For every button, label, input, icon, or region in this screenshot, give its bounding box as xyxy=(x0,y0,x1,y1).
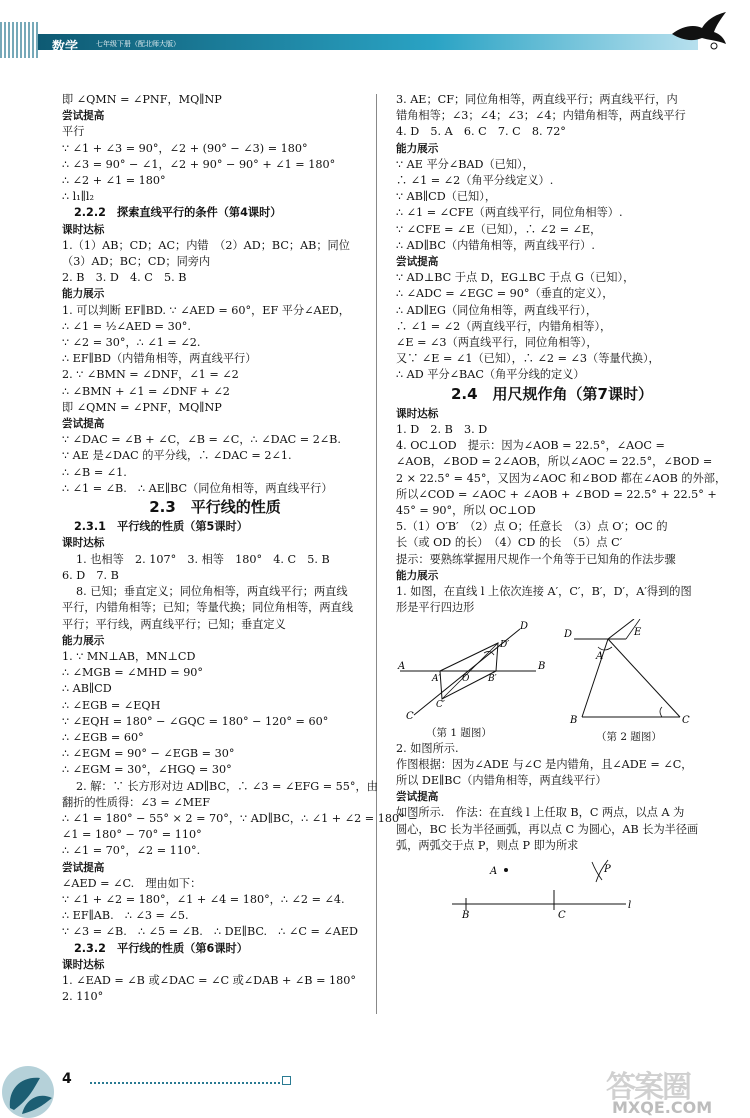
left-subsection-heading: 2.3.1 平行线的性质（第5课时） xyxy=(74,520,248,534)
right-text-line: 所以∠COD = ∠AOC + ∠AOB + ∠BOD = 22.5° + 22.5° + xyxy=(396,487,717,501)
left-text-line: ∵ ∠1 + ∠3 = 90°，∠2 + (90° − ∠3) = 180° xyxy=(62,141,308,155)
left-text-line: ∴ ∠EGB = 60° xyxy=(62,730,144,744)
right-text-line: 形是平行四边形 xyxy=(396,601,475,615)
left-section-label: 课时达标 xyxy=(62,958,105,971)
svg-text:P: P xyxy=(604,863,611,875)
right-section-label: 尝试提高 xyxy=(396,256,439,269)
left-text-line: 2. 解：∵ 长方形对边 AD∥BC，∴ ∠3 = ∠EFG = 55°，由 xyxy=(76,779,378,793)
left-text-line: ∠1 = 180° − 70° = 110° xyxy=(62,828,202,842)
left-text-line: ∠AED = ∠C. 理由如下： xyxy=(62,876,202,890)
left-text-line: 即 ∠QMN = ∠PNF，MQ∥NP xyxy=(62,400,222,414)
left-subsection-heading: 2.2.2 探索直线平行的条件（第4课时） xyxy=(74,206,282,220)
left-text-line: 8. 已知；垂直定义；同位角相等，两直线平行；两直线 xyxy=(76,585,348,599)
svg-text:A: A xyxy=(490,865,498,877)
svg-text:O: O xyxy=(462,673,470,684)
left-text-line: ∴ ∠MGB = ∠MHD = 90° xyxy=(62,666,204,680)
right-text-line: 3. AE；CF；同位角相等，两直线平行；两直线平行，内 xyxy=(396,93,678,106)
left-text-line: 平行 xyxy=(62,125,85,139)
right-text-line: ∴ AD 平分∠BAC（角平分线的定义） xyxy=(396,368,585,382)
right-text-line: 圆心，BC 长为半径画弧，再以点 C 为圆心，AB 长为半径画 xyxy=(396,822,699,836)
left-text-line: ∴ ∠EGM = 90° − ∠EGB = 30° xyxy=(62,747,235,761)
left-section-label: 尝试提高 xyxy=(62,110,105,123)
left-text-line: 1. 可以判断 EF∥BD. ∵ ∠AED = 60°，EF 平分∠AED， xyxy=(62,303,350,317)
footer-leaf-decoration-icon xyxy=(0,1048,56,1118)
left-section-heading: 2.3 平行线的性质 xyxy=(149,498,281,517)
svg-text:B: B xyxy=(462,909,470,920)
left-text-line: ∵ ∠EQH = 180° − ∠GQC = 180° − 120° = 60° xyxy=(62,714,329,728)
subject-title: 数学 xyxy=(52,40,79,55)
figure-1-diagram xyxy=(396,619,546,723)
right-text-line: ∠E = ∠3（两直线平行，同位角相等）， xyxy=(396,336,598,350)
left-section-label: 课时达标 xyxy=(62,223,105,236)
right-text-line: ∴ ∠1 = ∠2（两直线平行，内错角相等）， xyxy=(396,319,612,333)
right-text-line: 4. OC⊥OD 提示：因为∠AOB = 22.5°，∠AOC = xyxy=(396,439,665,453)
left-text-line: ∴ EF∥AB. ∴ ∠3 = ∠5. xyxy=(62,909,189,923)
svg-text:C: C xyxy=(406,710,414,722)
svg-text:B: B xyxy=(538,660,546,672)
left-text-line: ∴ ∠EGB = ∠EQH xyxy=(62,698,161,712)
right-text-line: 所以 DE∥BC（内错角相等，两直线平行） xyxy=(396,773,607,787)
left-text-line: ∴ ∠1 = ∠B. ∴ AE∥BC（同位角相等，两直线平行） xyxy=(62,481,333,495)
right-top-block xyxy=(396,92,727,617)
left-text-line: 平行；平行线，两直线平行；已知；垂直定义 xyxy=(62,617,286,631)
right-text-line: ∵ ∠CFE = ∠E（已知），∴ ∠2 = ∠E， xyxy=(396,222,602,236)
left-column xyxy=(62,92,418,1005)
svg-text:C: C xyxy=(558,909,566,920)
right-text-line: 2 × 22.5° = 45°，又因为∠AOC 和∠BOD 都在∠AOB 的外部， xyxy=(396,471,727,485)
svg-text:D: D xyxy=(564,628,573,640)
right-text-line: ∴ ∠ADC = ∠EGC = 90°（垂直的定义）， xyxy=(396,287,614,301)
right-bottom-block xyxy=(396,741,708,854)
figure-2-diagram xyxy=(562,619,702,723)
left-text-line: ∴ ∠EGM = 30°，∠HGQ = 30° xyxy=(62,763,232,777)
left-text-line: ∴ ∠1 = 180° − 55° × 2 = 70°，∵ AD∥BC，∴ ∠1 + ∠2 = 180° − xyxy=(62,811,418,825)
right-text-line: ∵ AD⊥BC 于点 D，EG⊥BC 于点 G（已知）， xyxy=(396,271,635,285)
column-divider xyxy=(376,94,377,1014)
right-section-heading: 2.4 用尺规作角（第7课时） xyxy=(450,384,653,403)
left-text-line: 1.（1）AB；CD；AC；内错 （2）AD；BC；AB；同位 xyxy=(62,238,350,252)
left-text-line: ∵ ∠1 + ∠2 = 180°，∠1 + ∠4 = 180°，∴ ∠2 = ∠4. xyxy=(62,892,345,906)
right-column xyxy=(396,92,727,920)
left-text-line: 1. ∠EAD = ∠B 或∠DAC = ∠C 或∠DAB + ∠B = 180° xyxy=(62,973,356,987)
left-text-line: ∴ ∠BMN + ∠1 = ∠DNF + ∠2 xyxy=(62,384,230,398)
figure-2-caption: （第 2 题图） xyxy=(596,730,662,743)
right-text-line: 长（或 OD 的长） （4）CD 的长 （5）点 C′ xyxy=(396,536,623,550)
right-section-label: 能力展示 xyxy=(396,142,439,155)
right-text-line: ∴ AD∥BC（内错角相等，两直线平行）. xyxy=(396,238,595,252)
left-text-line: 2. 110° xyxy=(62,990,104,1004)
right-text-line: 弧，两弧交于点 P，则点 P 即为所求 xyxy=(396,838,579,852)
right-text-line: 如图所示. 作法：在直线 l 上任取 B，C 两点，以点 A 为 xyxy=(396,806,685,820)
right-text-line: 错角相等；∠3；∠4；∠3；∠4；内错角相等，两直线平行 xyxy=(396,109,686,123)
left-text-line: ∴ l₁∥l₂ xyxy=(62,190,94,204)
right-text-line: 5.（1）O′B′ （2）点 O；任意长 （3）点 O′；OC 的 xyxy=(396,520,668,534)
right-text-line: 又∵ ∠E = ∠1（已知），∴ ∠2 = ∠3（等量代换）， xyxy=(396,352,660,366)
left-text-line: ∵ AE 是∠DAC 的平分线，∴ ∠DAC = 2∠1. xyxy=(62,449,292,463)
left-text-line: ∴ ∠3 = 90° − ∠1，∠2 + 90° − 90° + ∠1 = 180° xyxy=(62,157,336,171)
right-text-line: 2. 如图所示. xyxy=(396,741,459,755)
right-text-line: 1. 如图，在直线 l 上依次连接 A′，C′，B′，D′，A′得到的图 xyxy=(396,585,692,599)
left-section-label: 课时达标 xyxy=(62,537,105,550)
svg-text:l: l xyxy=(628,899,632,911)
right-text-line: ∴ ∠1 = ∠CFE（两直线平行，同位角相等）. xyxy=(396,206,623,220)
figures-row xyxy=(396,619,708,741)
figure-3 xyxy=(396,858,708,920)
left-text-line: 2. B 3. D 4. C 5. B xyxy=(62,271,187,285)
svg-text:C′: C′ xyxy=(436,699,445,710)
left-text-line: ∴ ∠2 + ∠1 = 180° xyxy=(62,174,166,188)
svg-text:C: C xyxy=(682,714,690,723)
right-text-line: ∵ AB∥CD（已知）， xyxy=(396,190,497,204)
footer-dotted-line xyxy=(90,1082,280,1084)
page-number: 4 xyxy=(62,1071,72,1087)
right-section-label: 尝试提高 xyxy=(396,791,439,804)
right-text-line: ∴ AD∥EG（同位角相等，两直线平行）， xyxy=(396,303,598,317)
left-section-label: 能力展示 xyxy=(62,288,105,301)
left-text-line: 1. ∵ MN⊥AB，MN⊥CD xyxy=(62,649,196,663)
left-text-line: 6. D 7. B xyxy=(62,568,119,582)
left-text-line: ∵ ∠3 = ∠B. ∴ ∠5 = ∠B. ∴ DE∥BC. ∴ ∠C = ∠AED xyxy=(62,925,358,939)
right-section-label: 能力展示 xyxy=(396,569,439,582)
watermark-logo: 答案圈 xyxy=(606,1070,690,1105)
right-text-line: 45° = 90°，所以 OC⊥OD xyxy=(396,504,536,518)
watermark-url: MXQE.COM xyxy=(612,1098,713,1117)
left-text-line: （3）AD；BC；CD；同旁内 xyxy=(62,255,211,269)
svg-text:A′: A′ xyxy=(432,673,441,684)
grade-label: 七年级下册（配北师大版） xyxy=(96,40,180,48)
left-text-line: ∴ ∠1 = ½∠AED = 30°. xyxy=(62,319,191,333)
left-section-label: 尝试提高 xyxy=(62,418,105,431)
right-text-line: ∴ ∠1 = ∠2（角平分线定义）. xyxy=(396,174,554,188)
svg-text:D′: D′ xyxy=(500,639,510,650)
left-text-line: ∴ AB∥CD xyxy=(62,682,112,696)
left-text-line: 平行，内错角相等；已知；等量代换；同位角相等，两直线 xyxy=(62,601,353,615)
left-section-label: 尝试提高 xyxy=(62,861,105,874)
svg-text:B: B xyxy=(570,714,578,723)
left-text-line: 翻折的性质得：∠3 = ∠MEF xyxy=(62,795,211,809)
footer-square-icon xyxy=(282,1076,291,1085)
figure-3-diagram xyxy=(396,858,696,920)
left-text-line: 2. ∵ ∠BMN = ∠DNF，∠1 = ∠2 xyxy=(62,368,239,382)
right-text-line: 作图根据：因为∠ADE 与∠C 是内错角，且∠ADE = ∠C， xyxy=(396,757,693,771)
left-text-line: ∴ ∠1 = 70°，∠2 = 110°. xyxy=(62,844,201,858)
header-pattern xyxy=(0,22,38,58)
svg-text:A: A xyxy=(596,650,604,662)
right-text-line: ∠AOB，∠BOD = 2∠AOB，所以∠AOC = 22.5°，∠BOD = xyxy=(396,455,713,469)
svg-text:B′: B′ xyxy=(488,673,497,684)
figure-1-caption: （第 1 题图） xyxy=(426,726,492,739)
left-text-line: ∴ EF∥BD（内错角相等，两直线平行） xyxy=(62,352,257,366)
svg-text:E: E xyxy=(634,626,642,638)
left-section-label: 能力展示 xyxy=(62,634,105,647)
right-text-line: ∵ AE 平分∠BAD（已知）， xyxy=(396,157,534,171)
svg-text:D: D xyxy=(520,620,529,632)
right-text-line: 提示：要熟练掌握用尺规作一个角等于已知角的作法步骤 xyxy=(396,552,676,566)
right-text-line: 1. D 2. B 3. D xyxy=(396,423,488,437)
page-header xyxy=(0,0,750,60)
left-text-line: 即 ∠QMN = ∠PNF，MQ∥NP xyxy=(62,93,222,106)
left-subsection-heading: 2.3.2 平行线的性质（第6课时） xyxy=(74,941,248,955)
bird-logo-icon xyxy=(668,8,728,54)
left-text-line: ∵ ∠DAC = ∠B + ∠C，∠B = ∠C，∴ ∠DAC = 2∠B. xyxy=(62,433,341,447)
svg-text:A: A xyxy=(398,660,406,672)
right-text-line: 4. D 5. A 6. C 7. C 8. 72° xyxy=(396,125,566,139)
left-text-line: ∴ ∠B = ∠1. xyxy=(62,465,127,479)
right-section-label: 课时达标 xyxy=(396,407,439,420)
left-text-line: 1. 也相等 2. 107° 3. 相等 180° 4. C 5. B xyxy=(76,552,330,566)
left-text-line: ∵ ∠2 = 30°，∴ ∠1 = ∠2. xyxy=(62,336,201,350)
